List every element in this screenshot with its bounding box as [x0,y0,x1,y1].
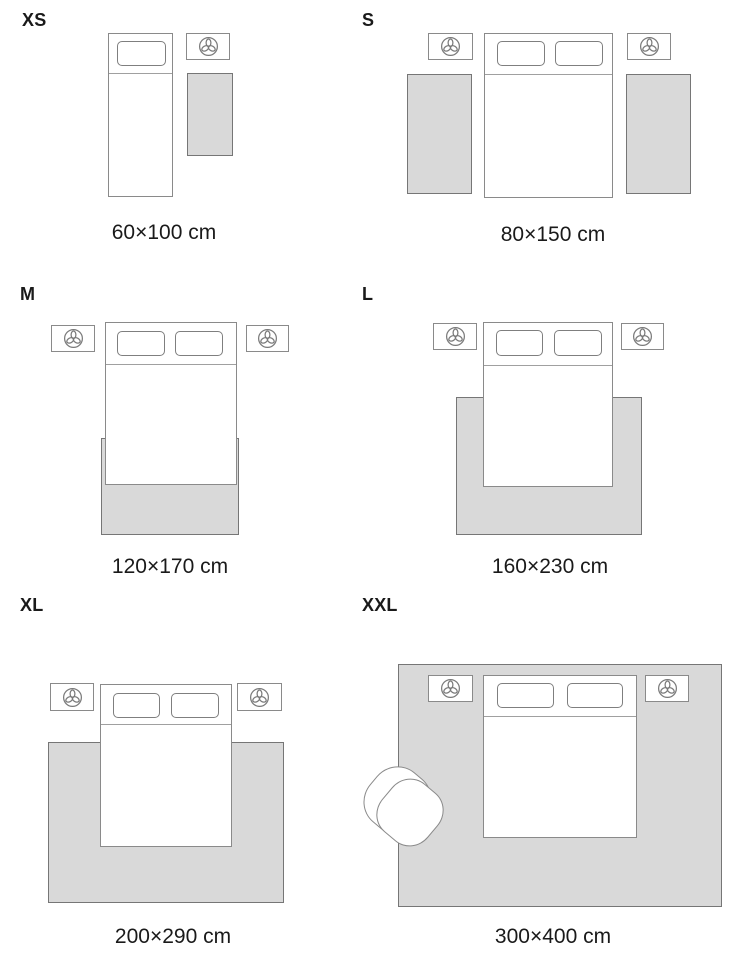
size-dimensions-s: 80×150 cm [500,223,606,246]
plant-icon [632,326,653,347]
nightstand [186,33,230,60]
plant-icon [249,687,270,708]
pillow-left [113,693,160,718]
size-label-xxl: XXL [362,595,398,615]
nightstand-right [627,33,671,60]
size-label-l: L [362,284,374,304]
pillow-left [497,41,545,66]
bed-headboard-line [106,364,236,365]
rug-s-left [407,74,472,194]
nightstand-right [621,323,664,350]
plant-icon [440,678,461,699]
bed-headboard-line [484,716,636,717]
double-bed [483,675,637,838]
size-label-xl: XL [20,595,44,615]
nightstand-left [428,675,473,702]
double-bed [100,684,232,847]
pillow-right [567,683,623,708]
size-label-s: S [362,10,375,30]
nightstand-right [645,675,689,702]
nightstand-left [50,683,94,711]
double-bed [483,322,613,487]
pillow-right [555,41,603,66]
pillow-left [496,330,543,356]
bed-headboard-line [485,74,612,75]
nightstand-right [246,325,289,352]
size-dimensions-xs: 60×100 cm [111,221,217,244]
rug-xs [187,73,233,156]
pillow-right [175,331,223,356]
bed-headboard-line [101,724,231,725]
size-dimensions-xxl: 300×400 cm [494,925,612,948]
bed-headboard-line [109,73,172,74]
bed-headboard-line [484,365,612,366]
pillow-left [497,683,554,708]
pillow-right [554,330,602,356]
pillow-left [117,331,165,356]
nightstand-right [237,683,282,711]
nightstand-left [433,323,477,350]
plant-icon [440,36,461,57]
size-dimensions-l: 160×230 cm [491,555,609,578]
rug-s-right [626,74,691,194]
plant-icon [63,328,84,349]
plant-icon [657,678,678,699]
pillow-right [171,693,219,718]
double-bed [105,322,237,485]
plant-icon [639,36,660,57]
double-bed [484,33,613,198]
single-bed [108,33,173,197]
size-label-m: M [20,284,36,304]
plant-icon [257,328,278,349]
plant-icon [198,36,219,57]
size-label-xs: XS [22,10,47,30]
pillow [117,41,166,66]
nightstand-left [51,325,95,352]
size-dimensions-xl: 200×290 cm [114,925,232,948]
size-dimensions-m: 120×170 cm [111,555,229,578]
plant-icon [62,687,83,708]
plant-icon [445,326,466,347]
nightstand-left [428,33,473,60]
